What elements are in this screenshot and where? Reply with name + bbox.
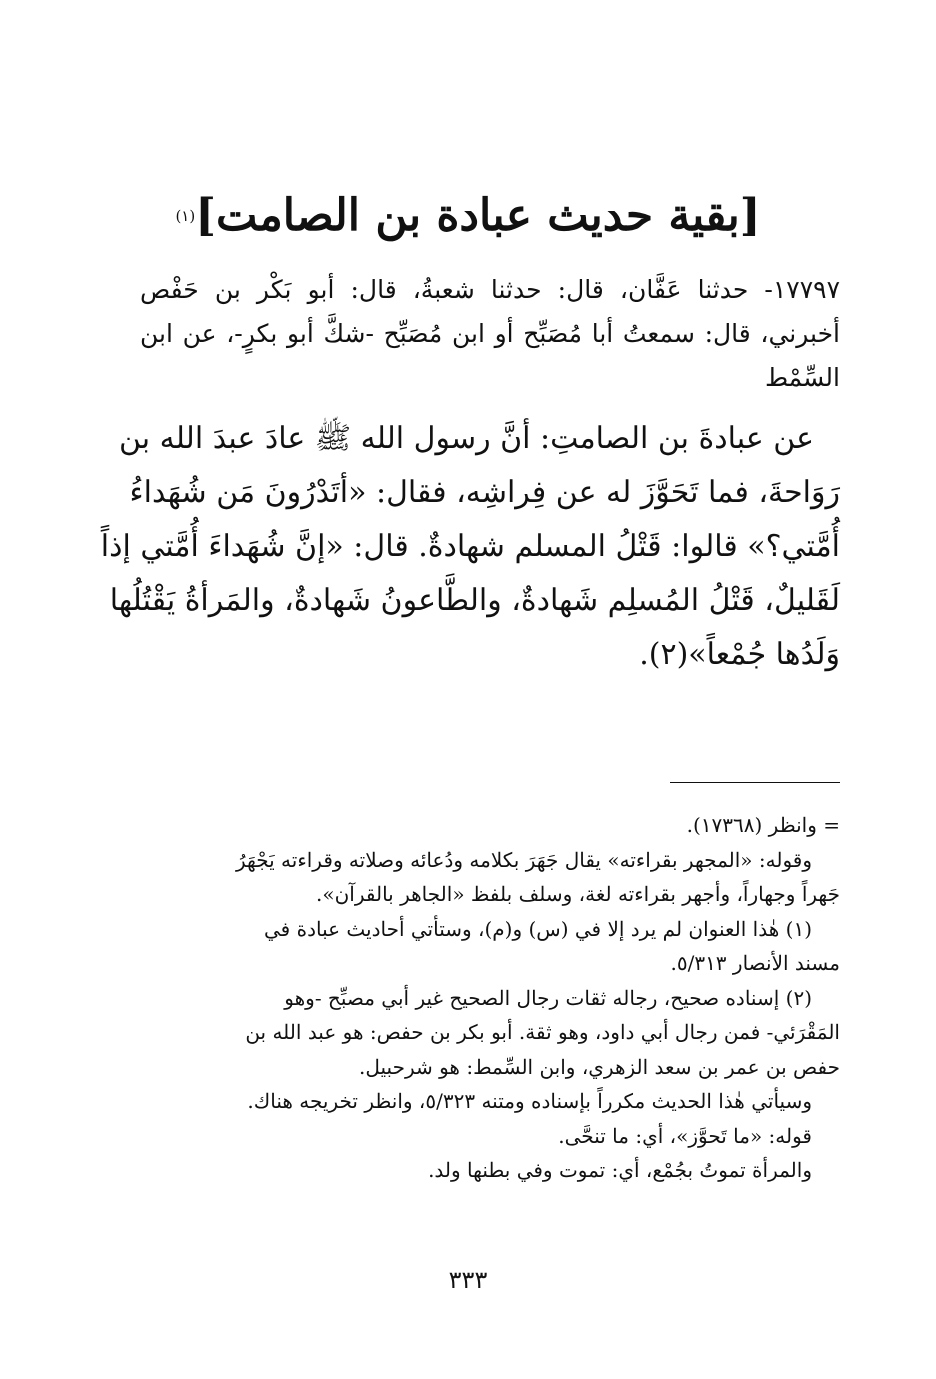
- text-line: ١٧٧٩٧- حدثنا عَفَّان، قال: حدثنا شعبةُ، قال: أبو بَكْر بن حَفْص: [140, 275, 840, 304]
- footnote-line: وسيأتي هٰذا الحديث مكرراً بإسناده ومتنه ٥/٣٢٣، وانظر تخريجه هناك.: [247, 1089, 812, 1113]
- text-line: لَقَليلٌ، قَتْلُ المُسلِم شَهادةٌ، والطَّاعونُ شَهادةٌ، والمَرأةُ يَقْتُلُها: [109, 583, 840, 618]
- text-line: عن عبادةَ بن الصامتِ: أنَّ رسول الله ﷺ عادَ عبدَ الله بن: [118, 421, 814, 456]
- page-number: ٣٣٣: [448, 1266, 488, 1294]
- text-line: رَوَاحةَ، فما تَحَوَّزَ له عن فِراشِه، فقال: «أتَدْرُونَ مَن شُهَداءُ: [129, 475, 840, 510]
- section-title-text: [بقية حديث عبادة بن الصامت]: [195, 190, 761, 241]
- title-footnote-marker: (١): [175, 207, 196, 225]
- footnote-line: قوله: «ما تَحوَّز»، أي: ما تنحَّى.: [558, 1123, 812, 1148]
- text-line: السِّمْط: [764, 363, 840, 392]
- footnote-line: (٢) إسناده صحيح، رجاله ثقات رجال الصحيح غير أبي مصبِّح -وهو: [284, 985, 812, 1010]
- footnote-line: والمرأة تموتُ بجُمْع، أي: تموت وفي بطنها ولد.: [428, 1158, 812, 1182]
- footnote-line: = وانظر (١٧٣٦٨).: [686, 813, 840, 837]
- footnotes: [140, 808, 840, 1188]
- text-line: أخبرني، قال: سمعتُ أبا مُصَبِّح أو ابن مُصَبِّح -شكَّ أبو بكرٍ-، عن ابن: [140, 319, 840, 348]
- footnote-line: جَهراً وجهاراً، وأجهر بقراءته لغة، وسلف بلفظ «الجاهر بالقرآن».: [315, 882, 840, 906]
- hadith-matn: [100, 412, 840, 682]
- hadith-isnad: [140, 268, 840, 400]
- text-line: أُمَّتي؟» قالوا: قَتْلُ المسلم شهادةٌ. قال: «إنَّ شُهَداءَ أُمَّتي إذاً: [100, 529, 840, 564]
- footnote-line: حفص بن عمر بن سعد الزهري، وابن السِّمط: هو شرحبيل.: [359, 1054, 840, 1079]
- text-line: وَلَدُها جُمْعاً»(٢).: [639, 637, 840, 672]
- footnote-line: (١) هٰذا العنوان لم يرد إلا في (س) و(م)، وستأتي أحاديث عبادة في: [264, 916, 812, 941]
- section-title: [0, 176, 936, 256]
- footnote-separator: [670, 782, 840, 783]
- footnote-line: وقوله: «المجهر بقراءته» يقال جَهَرَ بكلامه ودُعائه وصلاته وقراءته يَجْهَرُ: [235, 847, 812, 872]
- footnote-line: المَقْرَئي- فمن رجال أبي داود، وهو ثقة. أبو بكر بن حفص: هو عبد الله بن: [245, 1020, 840, 1044]
- footnote-line: مسند الأنصار ٥/٣١٣.: [670, 951, 840, 975]
